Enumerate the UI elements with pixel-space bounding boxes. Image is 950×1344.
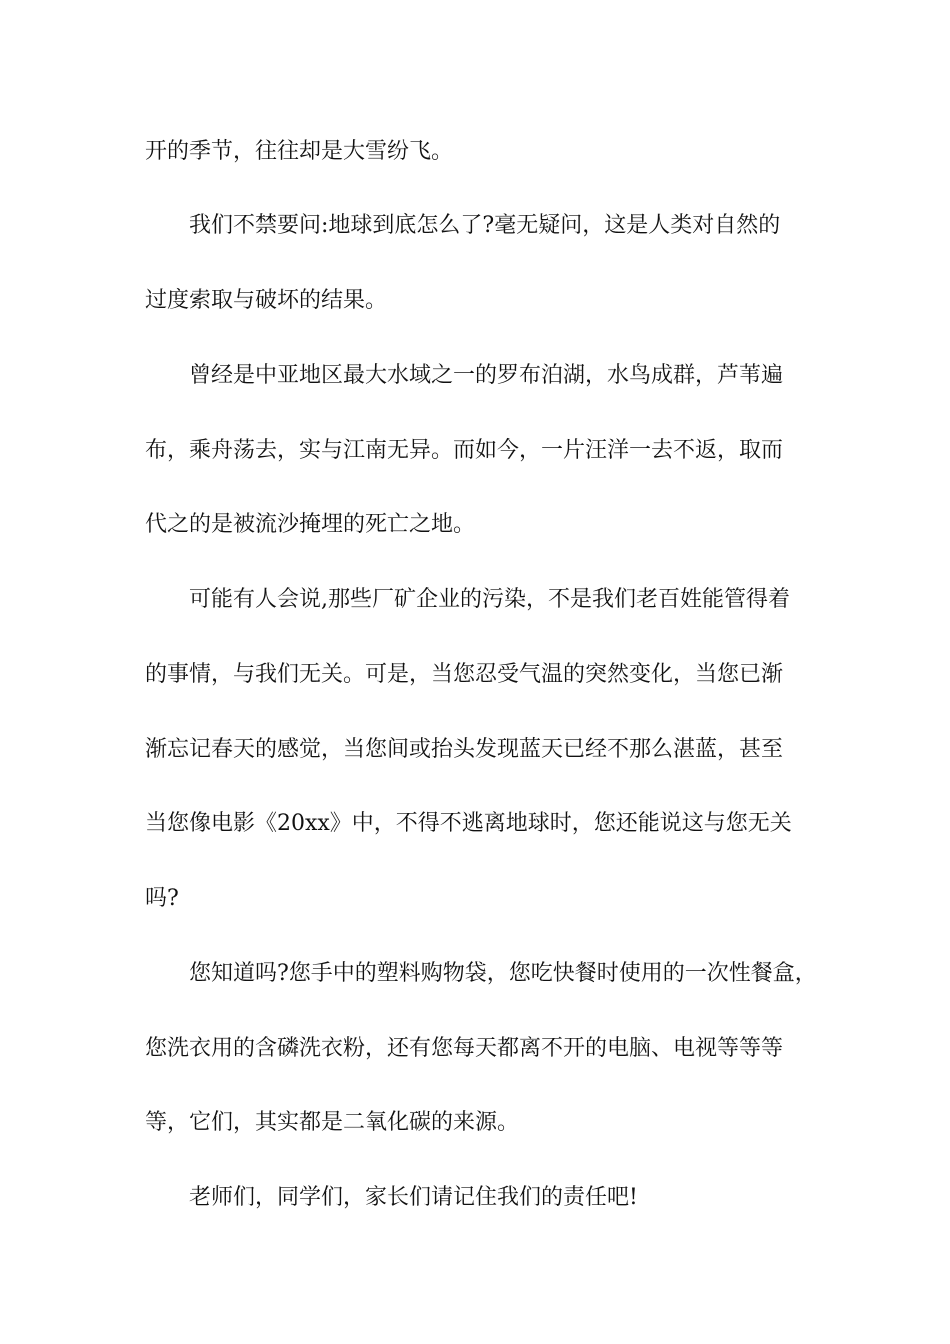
text-line: 布，乘舟荡去，实与江南无异。而如今，一片汪洋一去不返，取而 (145, 438, 784, 463)
text-line: 的事情，与我们无关。可是，当您忍受气温的突然变化，当您已渐 (145, 662, 784, 687)
text-line: 吗? (145, 886, 179, 911)
paragraph-first-line: 曾经是中亚地区最大水域之一的罗布泊湖，水鸟成群，芦苇遍 (189, 363, 784, 388)
text-line: 您洗衣用的含磷洗衣粉，还有您每天都离不开的电脑、电视等等等 (145, 1036, 784, 1061)
text-line: 等，它们，其实都是二氧化碳的来源。 (145, 1110, 520, 1135)
text-line: 当您像电影《20xx》中，不得不逃离地球时，您还能说这与您无关 (145, 811, 792, 836)
text-line: 渐忘记春天的感觉，当您间或抬头发现蓝天已经不那么湛蓝，甚至 (145, 737, 784, 762)
text-line: 过度索取与破坏的结果。 (145, 288, 388, 313)
paragraph-first-line: 可能有人会说,那些厂矿企业的污染，不是我们老百姓能管得着 (189, 587, 790, 612)
paragraph-first-line: 老师们，同学们，家长们请记住我们的责任吧! (189, 1185, 638, 1210)
paragraph-first-line: 我们不禁要问:地球到底怎么了?毫无疑问，这是人类对自然的 (189, 213, 781, 238)
text-line: 开的季节，往往却是大雪纷飞。 (145, 139, 454, 164)
text-line: 代之的是被流沙掩埋的死亡之地。 (145, 512, 476, 537)
paragraph-first-line: 您知道吗?您手中的塑料购物袋，您吃快餐时使用的一次性餐盒， (189, 961, 817, 986)
